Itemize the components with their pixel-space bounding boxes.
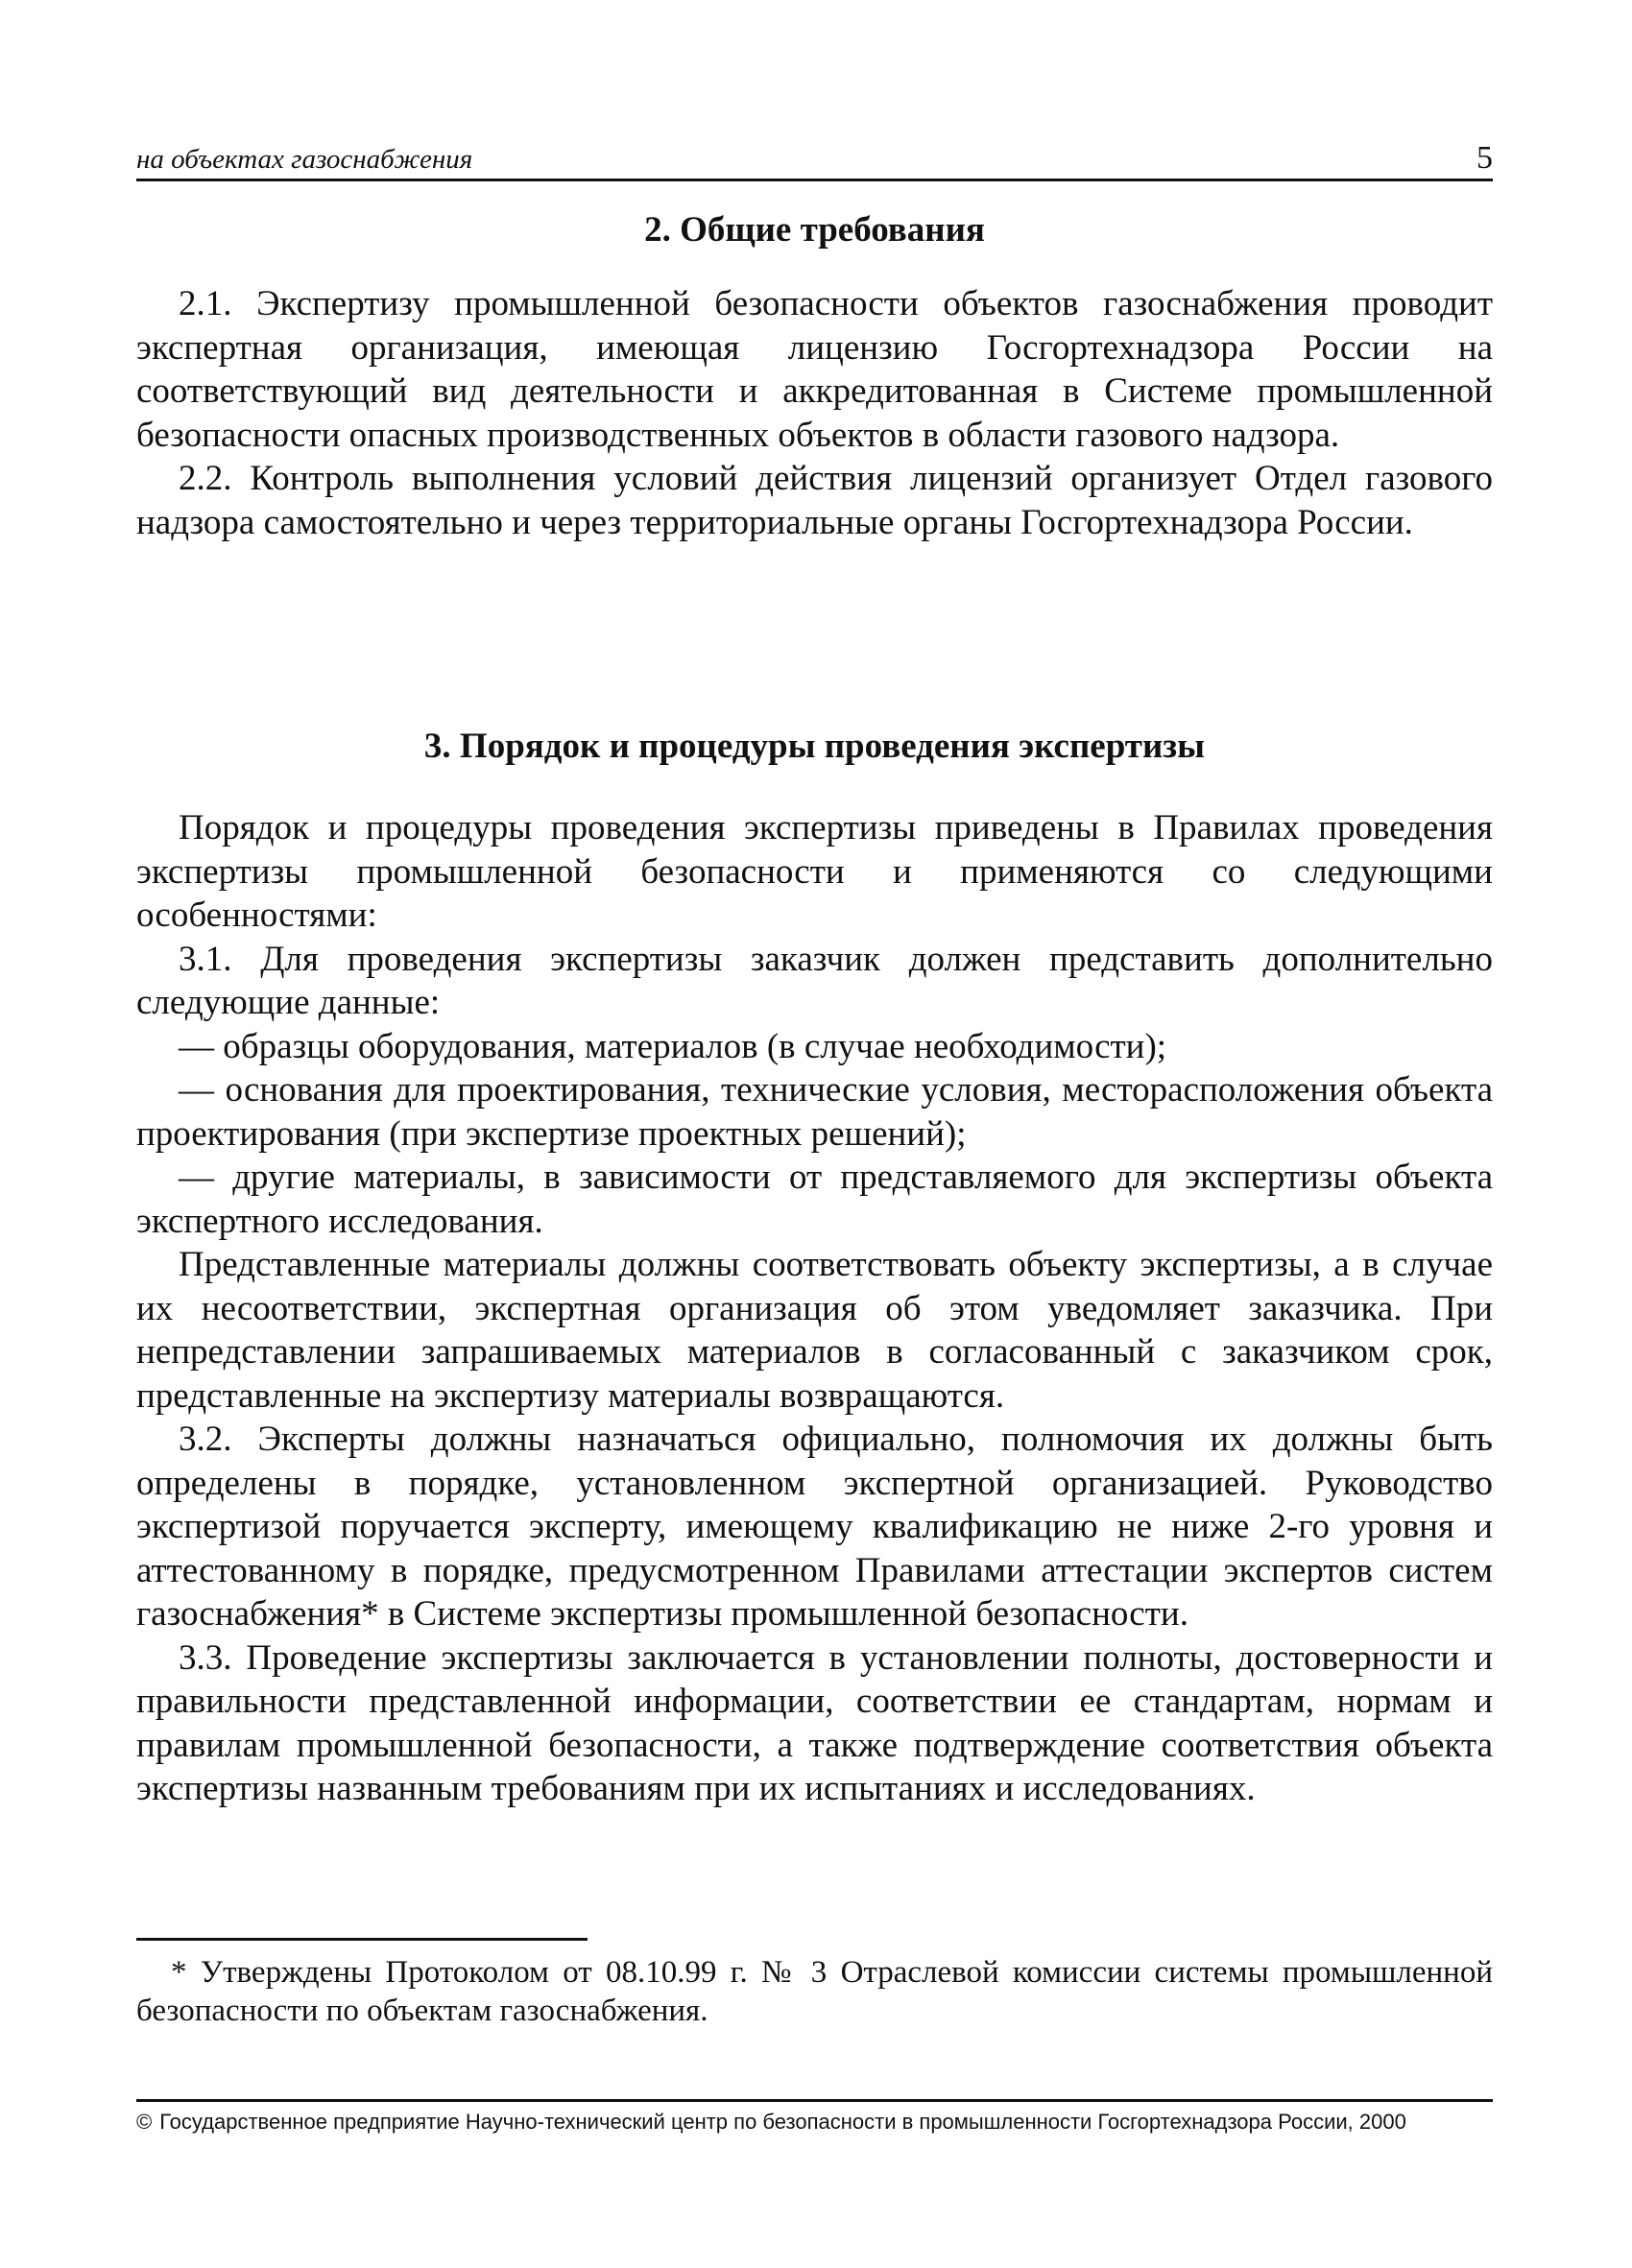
paragraph-3-3: 3.3. Проведение экспертизы заключается в установлении полноты, достоверности и правильности представленной информации, соответствии ее стандартам, нормам и правилам промышленной безопасности, а также подтверждение соответствия объекта экспертизы названным требованиям при их испытаниях и исследованиях. xyxy=(136,1637,1493,1808)
paragraph-3-2: 3.2. Эксперты должны назначаться официально, полномочия их должны быть определены в порядке, установленном экспертной организацией. Руководство экспертизой поручается эксперту, имеющему квалификацию не ниже 2-го уровня и аттестованному в порядке, предусмотренном Правилами аттестации экспертов систем газоснабжения* в Системе экспертизы промышленной безопасности. xyxy=(136,1420,1493,1634)
paragraph-2-1: 2.1. Экспертизу промышленной безопасности объектов газоснабжения проводит экспертная организация, имеющая лицензию Госгортехнадзора России на соответствующий вид деятельности и аккредитованная в Системе промышленной безопасности опасных производственных объектов в области газового надзора. xyxy=(136,284,1493,455)
paragraph-2-2: 2.2. Контроль выполнения условий действия лицензий организует Отдел газового надзора самостоятельно и через территориальные органы Госгортехнадзора России. xyxy=(136,459,1493,542)
footnote xyxy=(136,1953,1493,2030)
section-3-title: 3. Порядок и процедуры проведения экспертизы xyxy=(423,727,1206,766)
page-number: 5 xyxy=(1476,140,1493,176)
section-2-title: 2. Общие требования xyxy=(644,210,985,250)
list-item-grounds: — основания для проектирования, технические условия, месторасположения объекта проектирования (при экспертизе проектных решений); xyxy=(136,1070,1493,1154)
list-item-samples: — образцы оборудования, материалов (в случае необходимости); xyxy=(179,1026,1167,1066)
paragraph-3-1: 3.1. Для проведения экспертизы заказчик должен представить дополнительно следующие данные: xyxy=(136,939,1493,1022)
footnote-rule xyxy=(136,1938,588,1941)
paragraph-3-materials: Представленные материалы должны соответствовать объекту экспертизы, а в случае их несоответствии, экспертная организация об этом уведомляет заказчика. При непредставлении запрашиваемых материалов в согласованный с заказчиком срок, представленные на экспертизу материалы возвращаются. xyxy=(136,1245,1493,1416)
copyright-line xyxy=(136,2110,1493,2135)
copyright-text: Государственное предприятие Научно-технический центр по безопасности в промышленности Госгортехнадзора России, 2000 xyxy=(159,2110,1406,2134)
list-item-other-materials: — другие материалы, в зависимости от представляемого для экспертизы объекта экспертного исследования. xyxy=(136,1158,1493,1241)
paragraph-3-intro: Порядок и процедуры проведения экспертизы приведены в Правилах проведения экспертизы промышленной безопасности и применяются со следующими особенностями: xyxy=(136,808,1493,935)
copyright-rule xyxy=(136,2099,1493,2102)
header-rule xyxy=(136,179,1493,181)
copyright-symbol: © xyxy=(136,2110,153,2134)
section-3-body xyxy=(136,806,1493,1811)
running-header xyxy=(136,140,1493,182)
running-title: на объектах газоснабжения xyxy=(136,144,473,175)
footnote-text: * Утверждены Протоколом от 08.10.99 г. № 3 Отраслевой комиссии системы промышленной безопасности по объектам газоснабжения. xyxy=(136,1955,1493,2028)
section-2-body xyxy=(136,282,1493,544)
